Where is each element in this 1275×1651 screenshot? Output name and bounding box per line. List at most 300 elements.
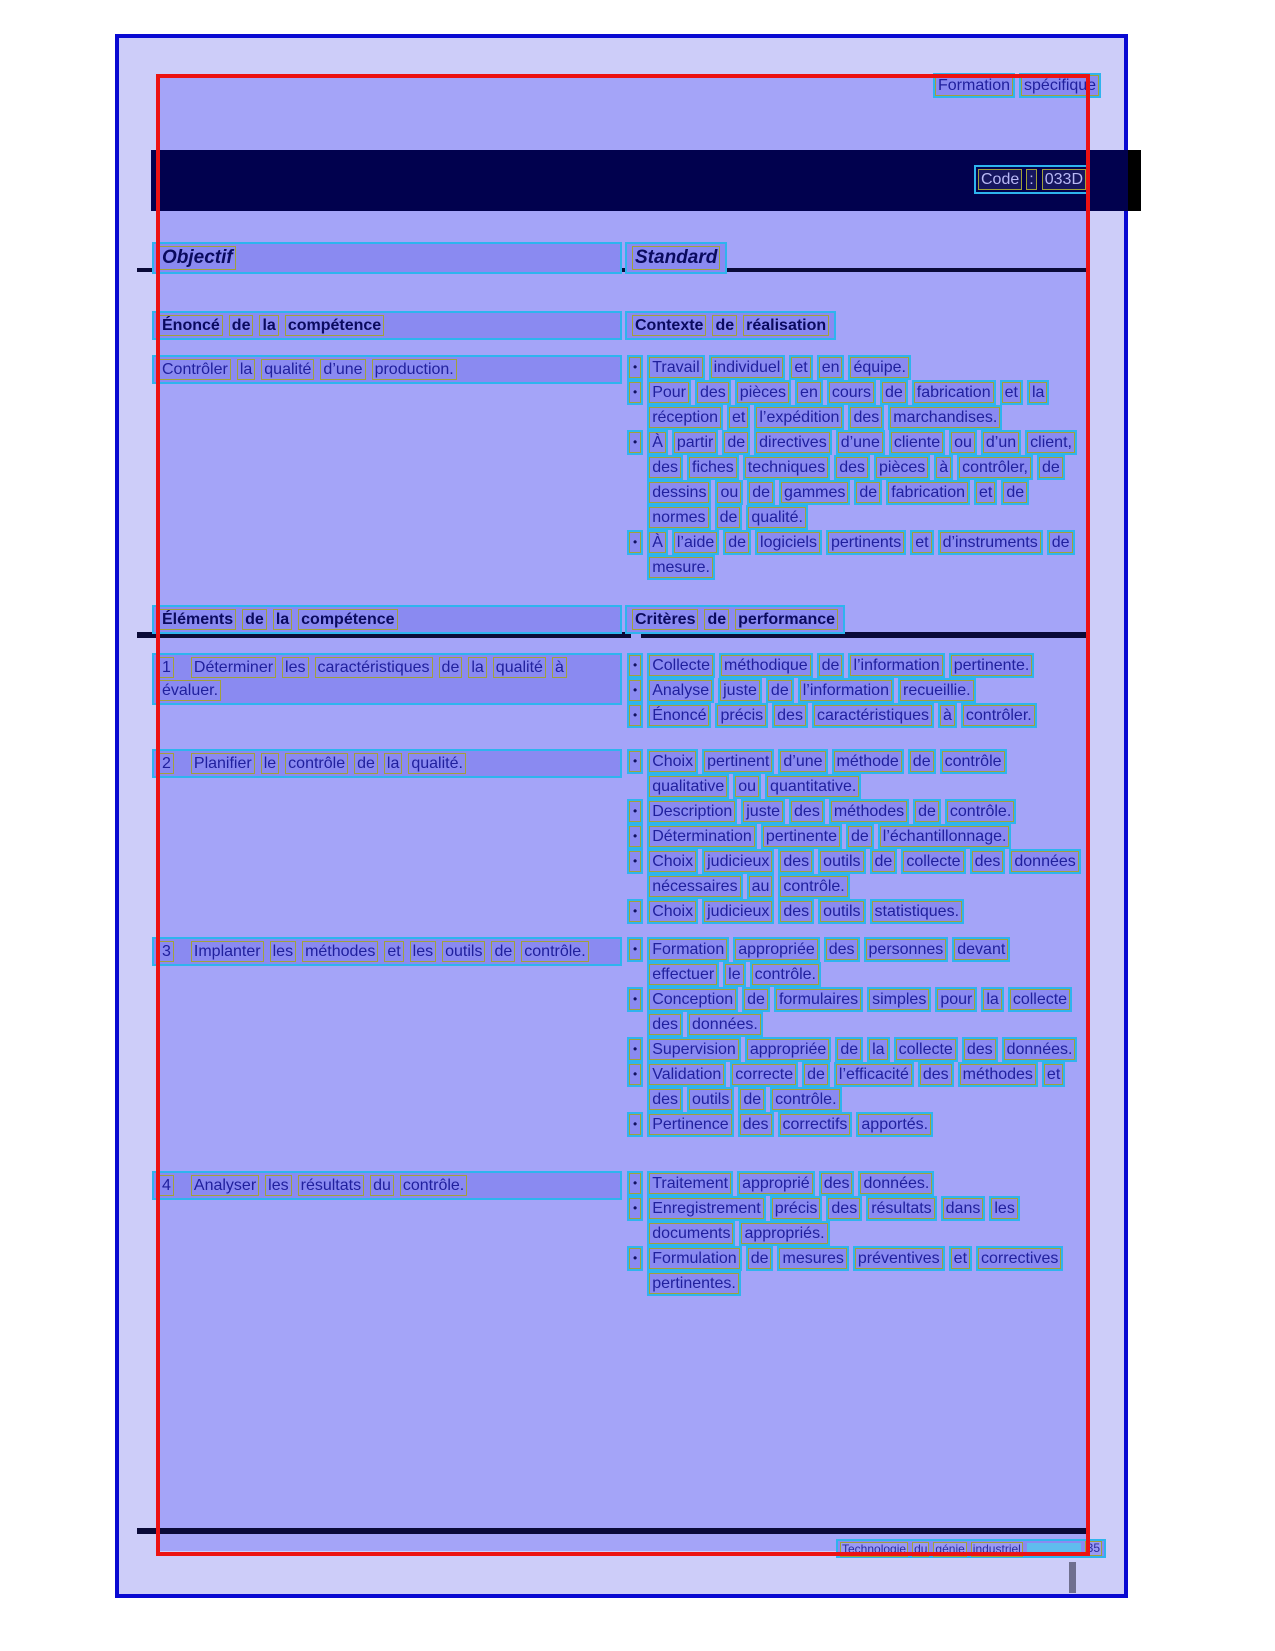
word-box: juste — [720, 680, 760, 701]
bullet-icon: • — [629, 1198, 641, 1219]
criterion-row — [625, 987, 1086, 1037]
word-box: individuel — [711, 357, 784, 378]
word-box: la — [1029, 382, 1047, 403]
bullet-icon: • — [629, 705, 641, 726]
bullet-icon: • — [629, 989, 641, 1010]
word-box: le — [725, 964, 743, 985]
criterion-row — [625, 849, 1086, 899]
word-box: d’une — [780, 751, 825, 772]
item-number: 1 — [159, 657, 174, 678]
word-box: Implanter — [191, 941, 264, 962]
word-box: des — [828, 1198, 860, 1219]
word-box: données — [1011, 851, 1078, 872]
word-box: mesure. — [649, 557, 713, 578]
word-box: nécessaires — [649, 876, 740, 897]
word-box: cliente — [891, 432, 943, 453]
bullet-icon: • — [629, 1173, 641, 1194]
word-box: contrôle. — [772, 1089, 839, 1110]
word-box: des — [780, 851, 812, 872]
word-box: correctives — [978, 1248, 1061, 1269]
word-box: documents — [649, 1223, 733, 1244]
word-box: outils — [689, 1089, 732, 1110]
word-box: outils — [820, 901, 863, 922]
word-box: judicieux — [704, 851, 772, 872]
criterion-text — [645, 824, 1086, 849]
word-box: statistiques. — [872, 901, 962, 922]
criterion-text — [645, 380, 1086, 430]
word-box: contrôler, — [959, 457, 1031, 478]
word-box: et — [791, 357, 810, 378]
word-box: normes — [649, 507, 708, 528]
context-heading — [625, 311, 836, 340]
word-box: données. — [1004, 1039, 1076, 1060]
criterion-row — [625, 1171, 1086, 1196]
criterion-text — [645, 1112, 1086, 1137]
word-box: dans — [943, 1198, 984, 1219]
item-number: 3 — [159, 941, 174, 962]
word-box: appropriés. — [741, 1223, 827, 1244]
criterion-row — [625, 1037, 1086, 1062]
word-box: de — [725, 532, 749, 553]
element-item-1 — [152, 653, 622, 705]
word-box: contrôler. — [963, 705, 1035, 726]
word-box: d’un — [983, 432, 1019, 453]
bullet-icon: • — [629, 655, 641, 676]
word-box: Choix — [649, 751, 696, 772]
criterion-text — [645, 799, 1086, 824]
word-box: contrôle. — [752, 964, 819, 985]
word-box: Collecte — [649, 655, 713, 676]
objectif-title — [152, 242, 622, 274]
word-box: caractéristiques — [315, 657, 433, 678]
footer-program — [838, 1540, 1025, 1558]
item-text — [156, 656, 570, 699]
word-box: en — [797, 382, 821, 403]
word-box: de — [748, 1248, 772, 1269]
word-box: de — [717, 507, 741, 528]
word-box: Pertinence — [649, 1114, 732, 1135]
word-box: le — [261, 753, 279, 774]
word-box: des — [649, 1014, 681, 1035]
item-text — [188, 752, 469, 772]
word-box: la — [237, 359, 255, 380]
word-box: correcte — [732, 1064, 796, 1085]
word-box: outils — [820, 851, 863, 872]
word-box: appropriée — [735, 939, 818, 960]
criterion-row — [625, 530, 1086, 580]
word-box: équipe. — [850, 357, 909, 378]
word-box: compétence — [285, 315, 384, 336]
criteria-list-1 — [625, 653, 1086, 728]
word-box: de — [740, 1089, 764, 1110]
word-box: production. — [372, 359, 457, 380]
word-box: des — [821, 1173, 853, 1194]
word-box: méthodes — [302, 941, 378, 962]
code-separator: : — [1026, 169, 1036, 190]
word-box: des — [740, 1114, 772, 1135]
word-box: l’information — [850, 655, 942, 676]
word-box: la — [384, 753, 402, 774]
word-box: les — [410, 941, 436, 962]
word-box: qualitative — [649, 776, 727, 797]
word-box: réception — [649, 407, 721, 428]
word-box: appropriée — [747, 1039, 830, 1060]
criterion-row — [625, 380, 1086, 430]
word-box: Technologie — [842, 1541, 907, 1556]
criterion-row — [625, 1112, 1086, 1137]
word-box: marchandises. — [890, 407, 1000, 428]
word-box: Enregistrement — [649, 1198, 764, 1219]
word-box: génie — [935, 1541, 965, 1556]
word-box: et — [384, 941, 403, 962]
bullet-icon: • — [629, 801, 641, 822]
word-box: dessins — [649, 482, 709, 503]
word-box: la — [983, 989, 1001, 1010]
word-box: de — [1003, 482, 1027, 503]
item-text — [188, 1174, 470, 1194]
word-box: Travail — [649, 357, 702, 378]
word-box: la — [869, 1039, 887, 1060]
word-box: et — [912, 532, 931, 553]
word-box: résultats — [868, 1198, 934, 1219]
word-box: quantitative. — [767, 776, 859, 797]
word-box: Énoncé — [159, 315, 223, 336]
word-box: Formulation — [649, 1248, 739, 1269]
word-box: à — [936, 457, 951, 478]
word-box: qualité — [261, 359, 314, 380]
code-value: 033D — [1042, 169, 1086, 190]
bullet-icon: • — [629, 826, 641, 847]
word-box: approprié — [739, 1173, 813, 1194]
item-number: 2 — [159, 753, 174, 774]
criterion-row — [625, 653, 1086, 678]
criterion-row — [625, 824, 1086, 849]
word-box: méthode — [834, 751, 902, 772]
criterion-row — [625, 1246, 1086, 1296]
word-box: et — [976, 482, 995, 503]
word-box: de — [1039, 457, 1063, 478]
word-box: des — [649, 1089, 681, 1110]
criterion-text — [645, 530, 1086, 580]
competence-heading — [152, 311, 622, 340]
word-box: fiches — [689, 457, 737, 478]
word-box: méthodes — [960, 1064, 1036, 1085]
word-box: judicieux — [704, 901, 772, 922]
word-box: Énoncé — [649, 705, 709, 726]
word-box: effectuer — [649, 964, 717, 985]
word-box: Choix — [649, 851, 696, 872]
word-box: de — [439, 657, 463, 678]
word-box: l’efficacité — [836, 1064, 912, 1085]
word-box: partir — [674, 432, 716, 453]
bullet-icon: • — [629, 939, 641, 960]
criteria-list-2 — [625, 749, 1086, 924]
word-box: Critères — [632, 609, 698, 630]
word-box: fabrication — [888, 482, 968, 503]
element-item-4 — [152, 1171, 622, 1200]
criterion-text — [645, 1171, 1086, 1196]
criterion-text — [645, 899, 1086, 924]
word-box: devant — [954, 939, 1008, 960]
word-box: formulaires — [776, 989, 861, 1010]
word-box: de — [704, 609, 729, 630]
word-box: spécifique — [1021, 75, 1099, 96]
word-box: la — [468, 657, 486, 678]
word-box: précis — [772, 1198, 821, 1219]
word-box: Description — [649, 801, 735, 822]
word-box: contrôle. — [947, 801, 1014, 822]
text-cursor — [1069, 1562, 1076, 1593]
criterion-text — [645, 1037, 1086, 1062]
word-box: l’expédition — [756, 407, 842, 428]
word-box: de — [837, 1039, 861, 1060]
context-list — [625, 355, 1086, 580]
word-box: contrôle. — [400, 1175, 467, 1196]
criterion-text — [645, 355, 1086, 380]
word-box: Objectif — [159, 246, 236, 270]
criterion-row — [625, 799, 1086, 824]
word-box: des — [850, 407, 882, 428]
criterion-text — [645, 1062, 1086, 1112]
word-box: des — [774, 705, 806, 726]
word-box: les — [270, 941, 296, 962]
word-box: et — [1002, 382, 1021, 403]
word-box: Analyse — [649, 680, 712, 701]
word-box: et — [1044, 1064, 1063, 1085]
word-box: de — [882, 382, 906, 403]
word-box: précis — [717, 705, 766, 726]
word-box: évaluer. — [159, 680, 221, 701]
word-box: Traitement — [649, 1173, 731, 1194]
criterion-row — [625, 1196, 1086, 1246]
word-box: de — [749, 482, 773, 503]
word-box: Éléments — [159, 609, 236, 630]
word-box: À — [649, 432, 666, 453]
word-box: qualité. — [748, 507, 806, 528]
word-box: des — [826, 939, 858, 960]
word-box: Analyser — [191, 1175, 259, 1196]
word-box: des — [697, 382, 729, 403]
word-box: données. — [689, 1014, 761, 1035]
element-item-2 — [152, 749, 622, 778]
word-box: des — [920, 1064, 952, 1085]
word-box: caractéristiques — [814, 705, 932, 726]
word-box: cours — [829, 382, 874, 403]
word-box: de — [910, 751, 934, 772]
word-box: de — [229, 315, 254, 336]
word-box: de — [768, 680, 792, 701]
word-box: Choix — [649, 901, 696, 922]
criterion-text — [645, 849, 1086, 899]
criterion-text — [645, 653, 1086, 678]
word-box: préventives — [855, 1248, 943, 1269]
word-box: personnes — [866, 939, 947, 960]
word-box: Supervision — [649, 1039, 739, 1060]
elements-heading — [152, 605, 622, 634]
criterion-row — [625, 937, 1086, 987]
word-box: et — [951, 1248, 970, 1269]
word-box: des — [649, 457, 681, 478]
word-box: qualité. — [408, 753, 466, 774]
word-box: méthodique — [721, 655, 811, 676]
word-box: les — [991, 1198, 1017, 1219]
word-box: la — [273, 609, 292, 630]
word-box: des — [972, 851, 1004, 872]
standard-title — [625, 242, 727, 274]
word-box: Détermination — [649, 826, 755, 847]
criterion-text — [645, 749, 1086, 799]
bullet-icon: • — [629, 1064, 641, 1085]
criterion-row — [625, 703, 1086, 728]
criterion-row — [625, 355, 1086, 380]
word-box: qualité — [493, 657, 546, 678]
footer-rule — [137, 1528, 1090, 1534]
bullet-icon: • — [629, 382, 641, 403]
word-box: des — [780, 901, 812, 922]
word-box: Contexte — [632, 315, 706, 336]
word-box: juste — [743, 801, 783, 822]
word-box: du — [370, 1175, 394, 1196]
word-box: d’instruments — [940, 532, 1041, 553]
running-head — [931, 73, 1103, 98]
criterion-text — [645, 1246, 1086, 1296]
word-box: de — [915, 801, 939, 822]
bullet-icon: • — [629, 1248, 641, 1269]
word-box: directives — [756, 432, 830, 453]
code-field — [974, 165, 1090, 194]
item-text — [188, 940, 592, 960]
bullet-icon: • — [629, 901, 641, 922]
word-box: à — [940, 705, 955, 726]
word-box: des — [964, 1039, 996, 1060]
word-box: les — [282, 657, 308, 678]
word-box: apportés. — [858, 1114, 931, 1135]
word-box: des — [791, 801, 823, 822]
word-box: ou — [717, 482, 741, 503]
word-box: Conception — [649, 989, 736, 1010]
word-box: de — [872, 851, 896, 872]
word-box: de — [724, 432, 748, 453]
criterion-text — [645, 937, 1086, 987]
word-box: collecte — [1010, 989, 1070, 1010]
criteria-list-3 — [625, 937, 1086, 1137]
word-box: pertinente — [763, 826, 840, 847]
word-box: pertinentes. — [649, 1273, 739, 1294]
word-box: Formation — [935, 75, 1013, 96]
bullet-icon: • — [629, 532, 641, 553]
word-box: À — [649, 532, 666, 553]
word-box: de — [1049, 532, 1073, 553]
criteria-list-4 — [625, 1171, 1086, 1296]
bullet-icon: • — [629, 751, 641, 772]
word-box: données. — [860, 1173, 932, 1194]
word-box: de — [354, 753, 378, 774]
word-box: compétence — [298, 609, 397, 630]
word-box: outils — [442, 941, 485, 962]
word-box: de — [848, 826, 872, 847]
word-box: de — [242, 609, 267, 630]
item-number: 4 — [159, 1175, 174, 1196]
word-box: gammes — [781, 482, 848, 503]
word-box: contrôle — [285, 753, 348, 774]
word-box: mesures — [779, 1248, 846, 1269]
word-box: pour — [937, 989, 975, 1010]
word-box: l’information — [800, 680, 892, 701]
criterion-text — [645, 703, 1086, 728]
word-box: pertinent — [704, 751, 772, 772]
word-box: pertinente. — [951, 655, 1033, 676]
bullet-icon: • — [629, 1039, 641, 1060]
word-box: Planifier — [191, 753, 255, 774]
criterion-row — [625, 749, 1086, 799]
criterion-row — [625, 899, 1086, 924]
bullet-icon: • — [629, 432, 641, 453]
criterion-text — [645, 987, 1086, 1037]
word-box: les — [265, 1175, 291, 1196]
code-label: Code — [978, 169, 1022, 190]
word-box: Standard — [632, 246, 720, 270]
word-box: recueillie. — [900, 680, 974, 701]
word-box: fabrication — [914, 382, 994, 403]
competence-statement — [152, 355, 622, 384]
bullet-icon: • — [629, 680, 641, 701]
word-box: industriel — [972, 1541, 1021, 1556]
word-box: correctifs — [780, 1114, 851, 1135]
word-box: collecte — [903, 851, 963, 872]
word-box: ou — [951, 432, 975, 453]
footer-page-number: 35 — [1086, 1541, 1100, 1555]
word-box: de — [804, 1064, 828, 1085]
word-box: de — [744, 989, 768, 1010]
word-box: à — [552, 657, 567, 678]
word-box: l’aide — [674, 532, 717, 553]
word-box: client, — [1027, 432, 1075, 453]
word-box: des — [836, 457, 868, 478]
criterion-text — [645, 1196, 1086, 1246]
word-box: ou — [735, 776, 759, 797]
word-box: Validation — [649, 1064, 724, 1085]
word-box: collecte — [896, 1039, 956, 1060]
word-box: techniques — [745, 457, 828, 478]
criterion-text — [645, 430, 1086, 530]
criterion-row — [625, 678, 1086, 703]
bullet-icon: • — [629, 1114, 641, 1135]
word-box: d’une — [838, 432, 883, 453]
word-box: en — [819, 357, 843, 378]
criterion-text — [645, 678, 1086, 703]
word-box: réalisation — [743, 315, 829, 336]
header-bar-extension — [1128, 150, 1141, 211]
word-box: contrôle — [942, 751, 1005, 772]
word-box: et — [729, 407, 748, 428]
word-box: contrôle. — [780, 876, 847, 897]
word-box: logiciels — [757, 532, 820, 553]
word-box: résultats — [298, 1175, 364, 1196]
word-box: pièces — [876, 457, 928, 478]
word-box: de — [819, 655, 843, 676]
word-box: contrôle. — [521, 941, 588, 962]
word-box: pertinents — [828, 532, 904, 553]
word-box: méthodes — [831, 801, 907, 822]
word-box: au — [749, 876, 773, 897]
word-box: la — [259, 315, 278, 336]
criteria-heading — [625, 605, 845, 634]
word-box: du — [914, 1541, 928, 1556]
criterion-row — [625, 1062, 1086, 1112]
word-box: Déterminer — [191, 657, 276, 678]
word-box: Formation — [649, 939, 727, 960]
word-box: de — [856, 482, 880, 503]
